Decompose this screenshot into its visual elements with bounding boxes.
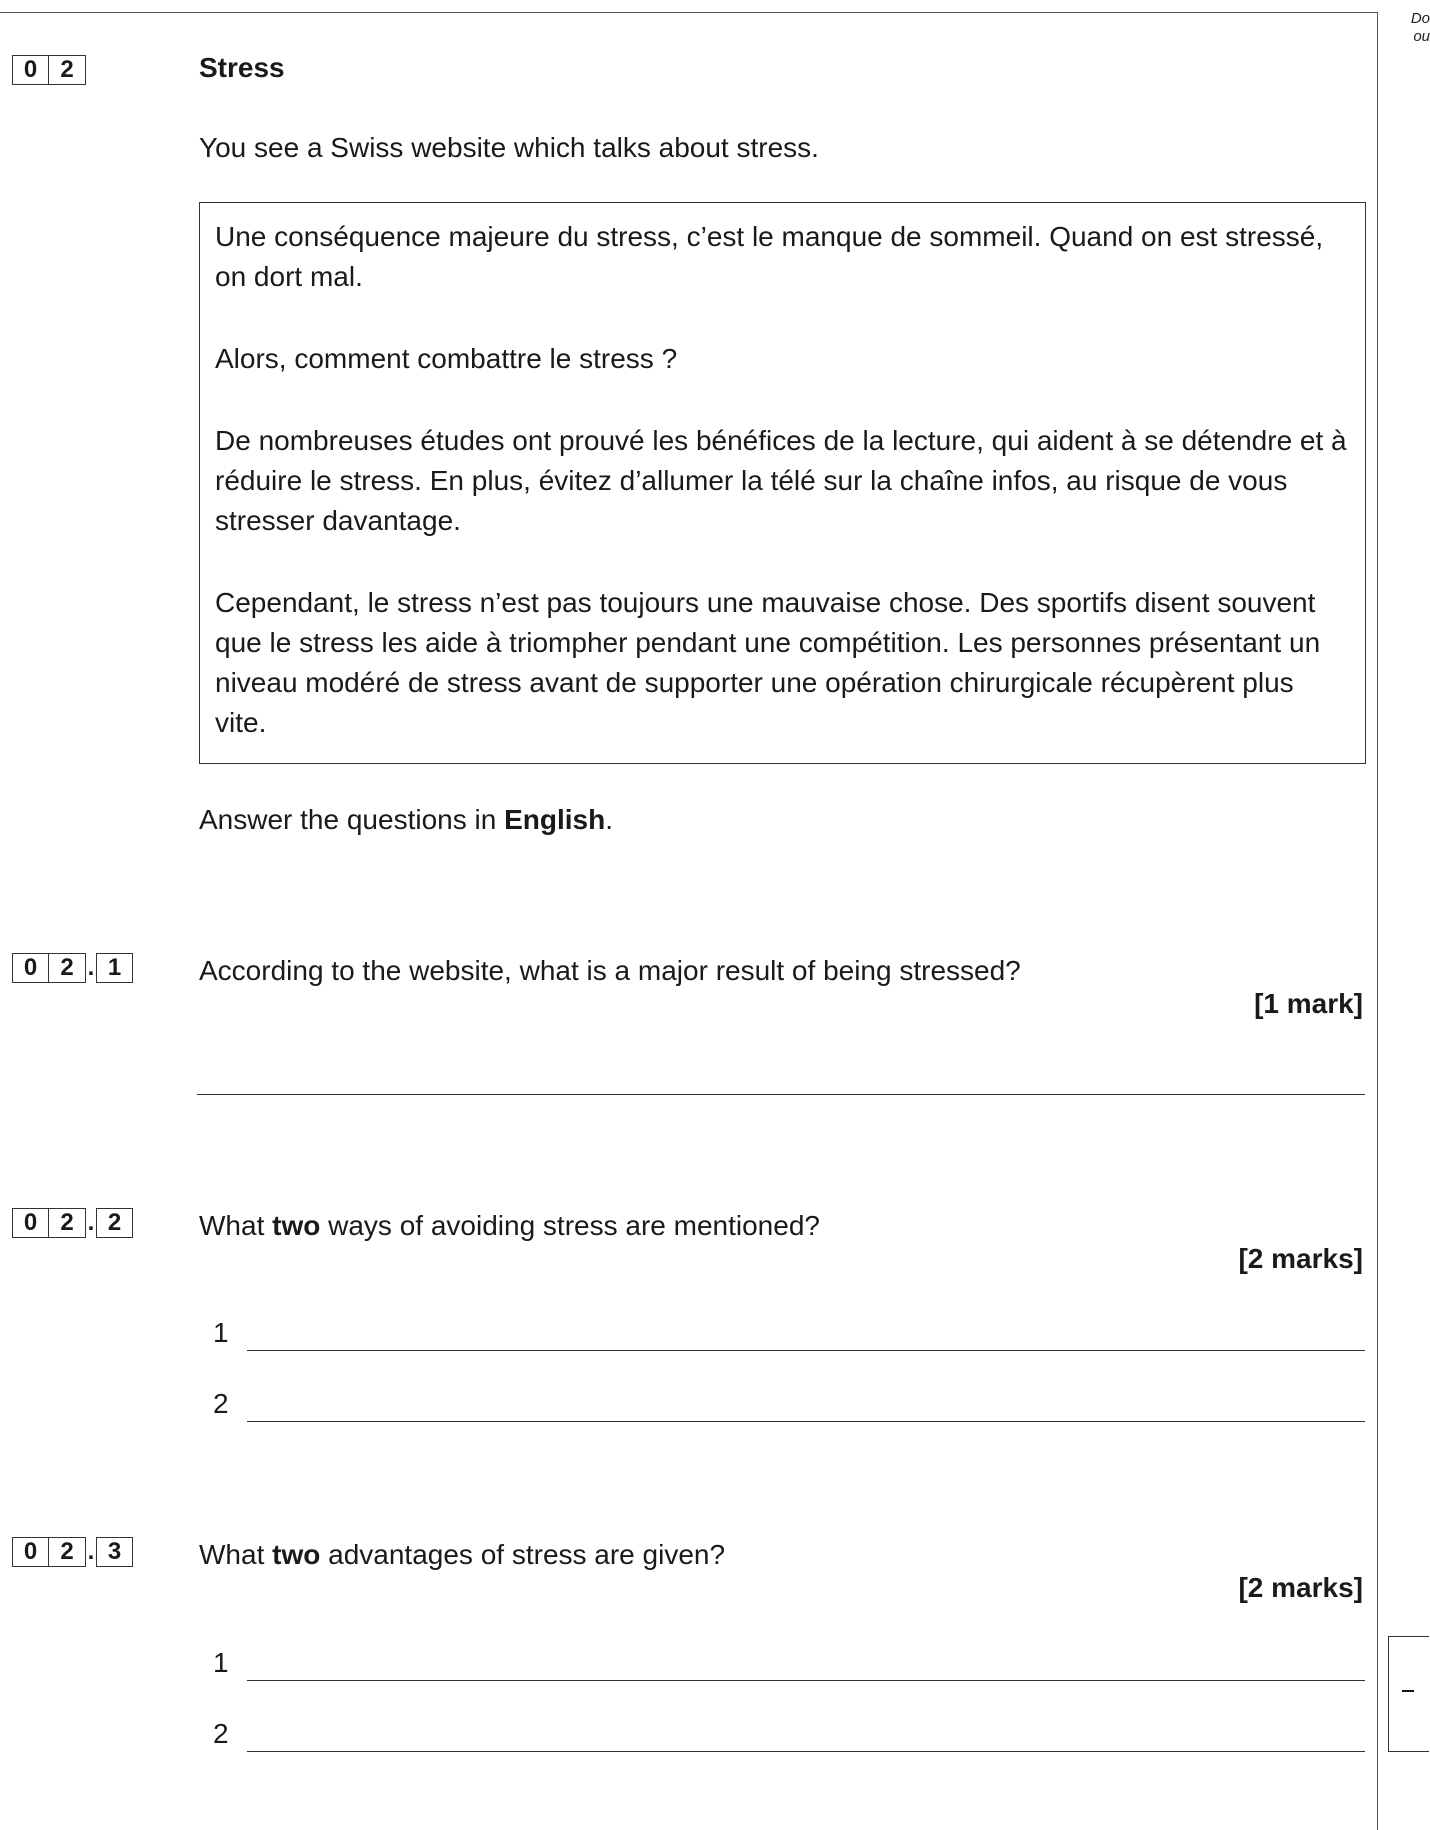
section-title: Stress	[199, 52, 285, 83]
question-number	[12, 953, 133, 983]
question-text	[199, 951, 1021, 991]
instruction-prefix: Answer the questions in	[199, 804, 505, 835]
question-number	[12, 1537, 133, 1567]
passage-box	[199, 202, 1366, 764]
question-sub-number: 2	[96, 1208, 133, 1238]
question-number-dot: .	[87, 954, 95, 981]
question-number-dot: .	[87, 1209, 95, 1236]
marks-total-dash	[1402, 1690, 1414, 1692]
question-number	[12, 1208, 133, 1238]
instruction	[199, 800, 613, 840]
marks-total-box	[1388, 1636, 1429, 1752]
question-number-digit: 0	[12, 1537, 49, 1567]
question-text-part: ways of avoiding stress are mentioned?	[320, 1210, 820, 1241]
margin-note	[1390, 10, 1430, 46]
answer-line[interactable]	[247, 1751, 1365, 1752]
question-text-emphasis: two	[272, 1539, 321, 1570]
question-text-part: advantages of stress are given?	[320, 1539, 726, 1570]
answer-line[interactable]	[197, 1094, 1365, 1095]
question-text-emphasis: two	[272, 1210, 321, 1241]
answer-line-label: 2	[213, 1718, 229, 1749]
question-text	[199, 1535, 725, 1575]
answer-line[interactable]	[247, 1680, 1365, 1681]
question-sub-number: 1	[96, 953, 133, 983]
margin-note-text: Do ou	[1410, 10, 1430, 45]
question-number-digit: 2	[49, 1537, 86, 1567]
question-text-part: According to the website, what is a major result of being stressed?	[199, 955, 1021, 986]
passage-paragraph: Une conséquence majeure du stress, c’est le manque de sommeil. Quand on est stressé, on dort mal.	[215, 221, 1324, 292]
answer-line[interactable]	[247, 1421, 1365, 1422]
instruction-suffix: .	[605, 804, 613, 835]
question-text-part: What	[199, 1539, 273, 1570]
question-number-dot: .	[87, 1538, 95, 1565]
answer-line[interactable]	[247, 1350, 1365, 1351]
answer-line-label: 2	[213, 1388, 229, 1419]
question-number-digit: 2	[49, 1208, 86, 1238]
question-number-digit: 2	[49, 953, 86, 983]
margin-rule	[1377, 12, 1378, 1830]
answer-line-label: 1	[213, 1317, 229, 1348]
question-marks: [1 mark]	[1254, 988, 1363, 1019]
section-number-digit: 2	[49, 55, 86, 85]
question-sub-number: 3	[96, 1537, 133, 1567]
question-number-digit: 0	[12, 1208, 49, 1238]
section-intro: You see a Swiss website which talks about stress.	[199, 132, 819, 163]
page-top-rule	[0, 12, 1378, 13]
answer-line-label: 1	[213, 1647, 229, 1678]
section-number	[12, 55, 86, 85]
question-number-digit: 0	[12, 953, 49, 983]
passage-paragraph: Cependant, le stress n’est pas toujours une mauvaise chose. Des sportifs disent souvent que le stress les aide à triompher pendant une compétition. Les personnes présentant un niveau modéré de stress avant de supporter une opération chirurgicale récupèrent plus vite.	[215, 587, 1321, 738]
question-marks: [2 marks]	[1238, 1243, 1363, 1274]
passage-paragraph: De nombreuses études ont prouvé les bénéfices de la lecture, qui aident à se détendre et à réduire le stress. En plus, évitez d’allumer la télé sur la chaîne infos, au risque de vous stresser davantage.	[215, 425, 1347, 536]
question-text	[199, 1206, 820, 1246]
instruction-emphasis: English	[504, 804, 606, 835]
passage-paragraph: Alors, comment combattre le stress ?	[215, 343, 678, 374]
question-text-part: What	[199, 1210, 273, 1241]
question-marks: [2 marks]	[1238, 1572, 1363, 1603]
section-number-digit: 0	[12, 55, 49, 85]
